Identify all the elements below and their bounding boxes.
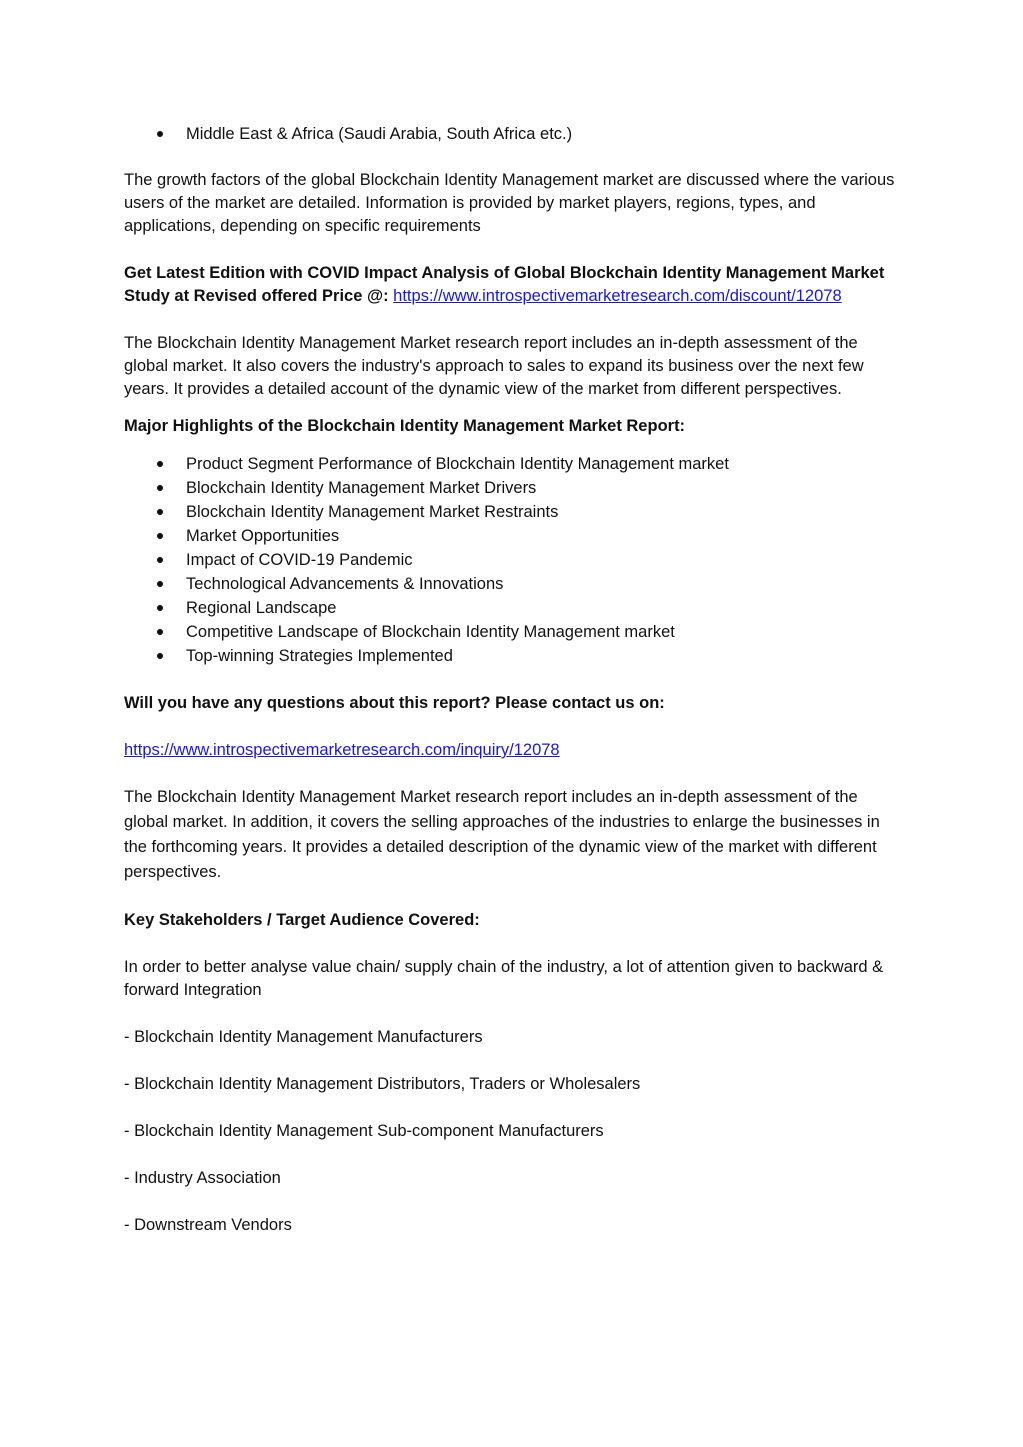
list-item [124,524,904,548]
inquiry-link-paragraph [124,739,904,762]
highlights-list [124,452,904,668]
list-item [124,572,904,596]
highlights-heading: Major Highlights of the Blockchain Identity Management Market Report: [124,417,686,435]
list-item-text: Technological Advancements & Innovations [186,575,504,593]
stakeholders-heading: Key Stakeholders / Target Audience Covered: [124,911,480,929]
covid-offer-paragraph [124,262,904,308]
list-item [124,620,904,644]
stakeholder-item: - Industry Association [124,1169,281,1187]
bullet-icon [157,461,163,467]
list-item [124,500,904,524]
list-item-text: Middle East & Africa (Saudi Arabia, South Africa etc.) [186,125,573,143]
report-paragraph-2: The Blockchain Identity Management Market research report includes an in-depth assessment of the global market. In addition, it covers the selling approaches of the industries to enlarge the businesses in the forthcoming years. It provides a detailed description of the dynamic view of the market with different perspectives. [124,788,880,881]
bullet-icon [157,533,163,539]
list-item [124,644,904,668]
bullet-icon [157,653,163,659]
region-bullet-list [124,122,904,146]
list-item-text: Regional Landscape [186,599,337,617]
list-item [124,122,904,146]
bullet-icon [157,485,163,491]
list-item-text: Product Segment Performance of Blockchain Identity Management market [186,455,729,473]
list-item-text: Market Opportunities [186,527,340,545]
list-item [124,452,904,476]
stakeholders-intro: In order to better analyse value chain/ supply chain of the industry, a lot of attention given to backward & forward Integration [124,958,884,999]
document-body [124,122,904,1237]
list-item-text: Competitive Landscape of Blockchain Identity Management market [186,623,675,641]
bullet-icon [157,557,163,563]
stakeholder-item: - Blockchain Identity Management Manufacturers [124,1028,483,1046]
bullet-icon [157,131,163,137]
list-item-text: Blockchain Identity Management Market Drivers [186,479,537,497]
bullet-icon [157,605,163,611]
list-item-text: Blockchain Identity Management Market Restraints [186,503,559,521]
bullet-icon [157,629,163,635]
list-item [124,476,904,500]
discount-link[interactable]: https://www.introspectivemarketresearch.com/discount/12078 [393,287,842,305]
stakeholder-item: - Downstream Vendors [124,1216,292,1234]
stakeholder-item: - Blockchain Identity Management Distributors, Traders or Wholesalers [124,1075,641,1093]
bullet-icon [157,509,163,515]
report-paragraph-1: The Blockchain Identity Management Market research report includes an in-depth assessment of the global market. It also covers the industry's approach to sales to expand its business over the next few years. It provides a detailed account of the dynamic view of the market from different perspectives. [124,334,864,398]
list-item-text: Impact of COVID-19 Pandemic [186,551,413,569]
growth-paragraph: The growth factors of the global Blockchain Identity Management market are discussed where the various users of the market are detailed. Information is provided by market players, regions, types, and applications, depending on specific requirements [124,171,895,235]
covid-offer-text: Get Latest Edition with COVID Impact Analysis of Global Blockchain Identity Management Market Study at Revised offered Price @: [124,264,885,305]
list-item [124,596,904,620]
inquiry-link[interactable]: https://www.introspectivemarketresearch.com/inquiry/12078 [124,741,560,759]
list-item [124,548,904,572]
bullet-icon [157,581,163,587]
contact-question: Will you have any questions about this report? Please contact us on: [124,694,665,712]
stakeholder-item: - Blockchain Identity Management Sub-component Manufacturers [124,1122,604,1140]
list-item-text: Top-winning Strategies Implemented [186,647,453,665]
